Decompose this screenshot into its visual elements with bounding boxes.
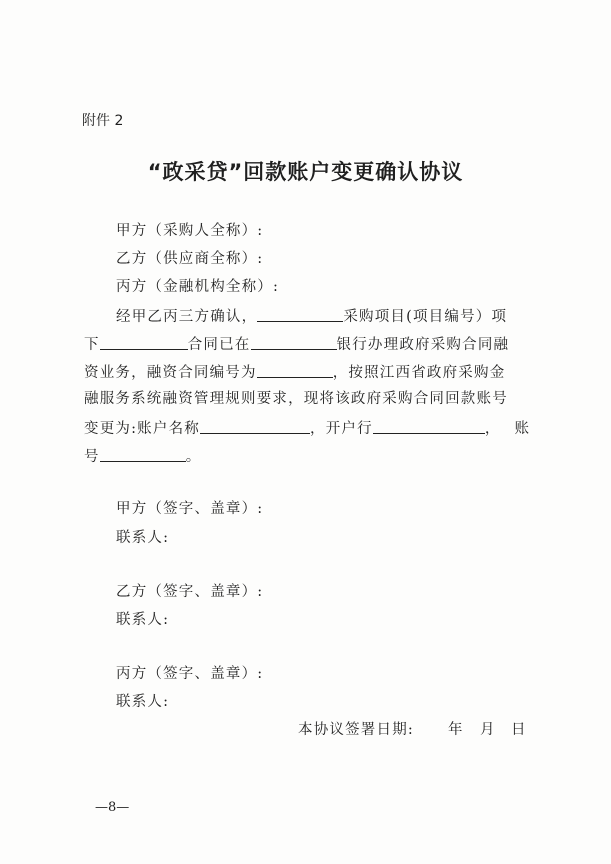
body-line-6 bbox=[84, 448, 201, 465]
document-title: “政采贷”回款账户变更确认协议 bbox=[147, 160, 464, 184]
party-c-contact-label: 联系人: bbox=[116, 694, 170, 710]
account-number-blank[interactable] bbox=[100, 448, 186, 462]
date-month-label: 月 bbox=[480, 722, 496, 738]
body-line-3 bbox=[84, 364, 505, 381]
financing-contract-number-blank[interactable] bbox=[257, 364, 333, 378]
body-text: ，按照江西省政府采购金 bbox=[332, 365, 506, 381]
attachment-label: 附件 2 bbox=[82, 113, 124, 129]
signing-date-label: 本协议签署日期: bbox=[298, 722, 414, 738]
page-number: —8— bbox=[95, 800, 130, 815]
account-name-blank[interactable] bbox=[200, 420, 310, 434]
party-a-contact-label: 联系人: bbox=[116, 530, 170, 546]
body-text: 采购项目(项目编号）项 bbox=[343, 309, 508, 325]
body-line-5 bbox=[84, 420, 530, 437]
date-day-label: 日 bbox=[511, 722, 527, 738]
party-a-line: 甲方（采购人全称）: bbox=[116, 223, 264, 239]
body-text: ，开户行 bbox=[310, 421, 373, 437]
body-text: 。 bbox=[185, 449, 202, 465]
party-a-signature-label: 甲方（签字、盖章）: bbox=[116, 501, 264, 517]
party-c-signature-label: 丙方（签字、盖章）: bbox=[116, 666, 264, 682]
body-text: 变更为:账户名称 bbox=[84, 421, 200, 437]
opening-bank-blank[interactable] bbox=[373, 420, 485, 434]
party-b-line: 乙方（供应商全称）: bbox=[116, 251, 264, 267]
body-line-4: 融服务系统融资管理规则要求，现将该政府采购合同回款账号 bbox=[84, 391, 508, 407]
date-year-label: 年 bbox=[448, 722, 464, 738]
body-line-2 bbox=[84, 336, 509, 353]
body-text: ， bbox=[484, 421, 501, 437]
body-text: 资业务，融资合同编号为 bbox=[84, 365, 257, 381]
body-text: 经甲乙丙三方确认， bbox=[116, 309, 258, 325]
body-text: 银行办理政府采购合同融 bbox=[336, 337, 510, 353]
party-c-line: 丙方（金融机构全称）: bbox=[116, 279, 280, 295]
body-text: 账 bbox=[514, 421, 531, 437]
party-b-signature-label: 乙方（签字、盖章）: bbox=[116, 584, 264, 600]
party-b-contact-label: 联系人: bbox=[116, 612, 170, 628]
body-text: 号 bbox=[84, 449, 100, 465]
body-line-1 bbox=[116, 308, 507, 325]
project-name-blank[interactable] bbox=[257, 308, 343, 322]
body-text: 合同已在 bbox=[187, 337, 251, 353]
bank-blank[interactable] bbox=[251, 336, 337, 350]
body-text: 下 bbox=[84, 337, 100, 353]
contract-blank[interactable] bbox=[100, 336, 188, 350]
